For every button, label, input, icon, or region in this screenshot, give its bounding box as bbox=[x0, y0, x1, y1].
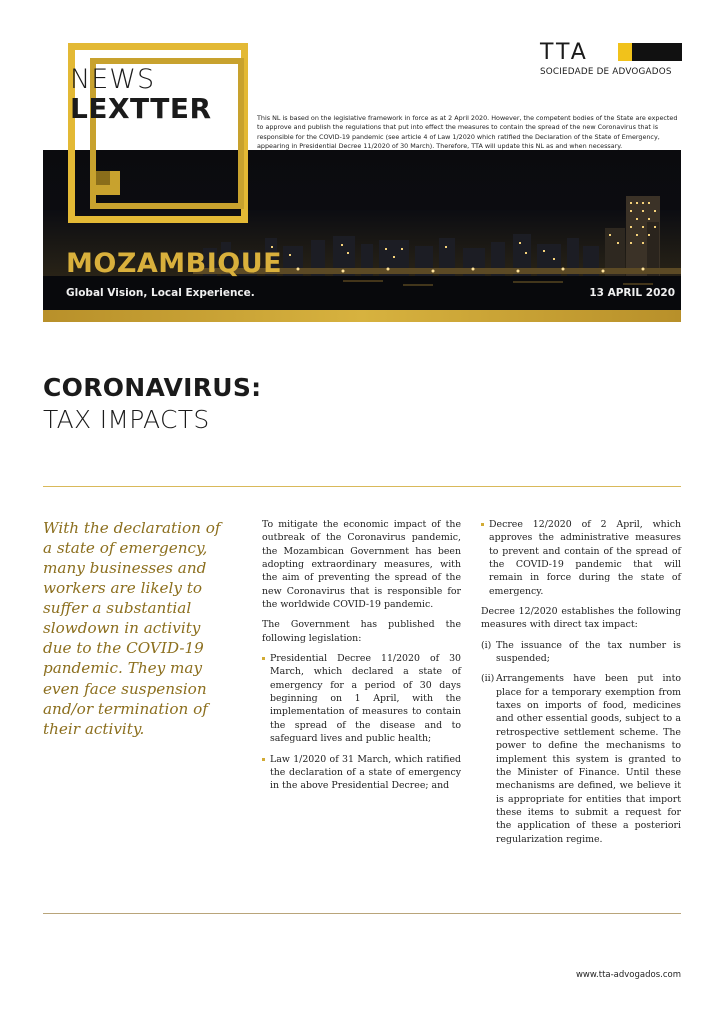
numbered-item bbox=[481, 672, 681, 845]
item-number: (ii) bbox=[481, 673, 495, 685]
logo-subtitle: SOCIEDADE DE ADVOGADOS bbox=[540, 67, 672, 77]
body-column-1 bbox=[262, 518, 461, 800]
body-column-2 bbox=[481, 518, 681, 853]
paragraph: The Government has published the following legislation: bbox=[262, 619, 461, 644]
issue-date: 13 APRIL 2020 bbox=[589, 287, 675, 299]
logo-black-block bbox=[632, 43, 682, 61]
numbered-item bbox=[481, 639, 681, 666]
bullet-item: Law 1/2020 of 31 March, which ratified the declaration of a state of emergency in the above Presidential Decree; and bbox=[262, 753, 461, 793]
headline-tax-impacts: TAX IMPACTS bbox=[43, 405, 210, 434]
divider-bottom bbox=[43, 913, 681, 914]
title-lextter: LEXTTER bbox=[70, 92, 212, 125]
bullet-item: Presidential Decree 11/2020 of 30 March, which declared a state of emergency for a period of 30 days beginning on 1 April, with the implementation of measures to contain the spread of the disease and to safeguard lives and public health; bbox=[262, 652, 461, 745]
website-link[interactable]: www.tta-advogados.com bbox=[575, 970, 681, 980]
decorative-square-inner bbox=[96, 171, 110, 185]
bullet-item: Decree 12/2020 of 2 April, which approves the administrative measures to prevent and contain of the spread of the COVID-19 pandemic that will remain in force during the state of emergency. bbox=[481, 518, 681, 598]
divider-top bbox=[43, 486, 681, 487]
item-number: (i) bbox=[481, 639, 492, 651]
banner-gold-stripe bbox=[43, 310, 681, 322]
disclaimer-text: This NL is based on the legislative framework in force as at 2 April 2020. However, the competent bodies of the State are expected to approve and publish the regulations that put into effect the measures to contain the spread of the new Coronavirus that is responsible for the COVID-19 pandemic (see article 4 of Law 1/2020 which ratified the Declaration of the State of Emergency, appearing in Presidential Decree 11/2020 of 30 March). Therefore, TTA will update this NL as and when necessary. bbox=[257, 114, 678, 150]
paragraph: Decree 12/2020 establishes the following measures with direct tax impact: bbox=[481, 606, 681, 631]
country-name: MOZAMBIQUE bbox=[66, 248, 283, 279]
pull-quote: With the declaration of a state of emergency, many businesses and workers are likely to suffer a substantial slowdown in activity due to the COVID-19 pandemic. They may even face suspension and/or termination of their activity. bbox=[43, 519, 221, 738]
headline-coronavirus: CORONAVIRUS: bbox=[43, 373, 262, 402]
logo-text: TTA bbox=[540, 40, 589, 65]
tta-logo bbox=[540, 40, 682, 84]
tagline: Global Vision, Local Experience. bbox=[66, 287, 255, 299]
paragraph: To mitigate the economic impact of the outbreak of the Coronavirus pandemic, the Mozambican Government has been adopting extraordinary measures, with the aim of preventing the spread of the new Coronavirus that is responsible for the worldwide COVID-19 pandemic. bbox=[262, 519, 461, 611]
logo-gold-block bbox=[618, 43, 632, 61]
item-text: Arrangements have been put into place for a temporary exemption from taxes on imports of food, medicines and other essential goods, subject to a retrospective settlement scheme. The power to define the mechanisms to implement this system is granted to the Minister of Finance. Until these mechanisms are defined, we believe it is appropriate for entities that import these items to submit a request for the application of these a posteriori regularization regime. bbox=[496, 673, 681, 845]
newsletter-title bbox=[70, 66, 240, 123]
item-text: The issuance of the tax number is suspended; bbox=[496, 639, 681, 665]
title-news: NEWS bbox=[70, 64, 156, 95]
